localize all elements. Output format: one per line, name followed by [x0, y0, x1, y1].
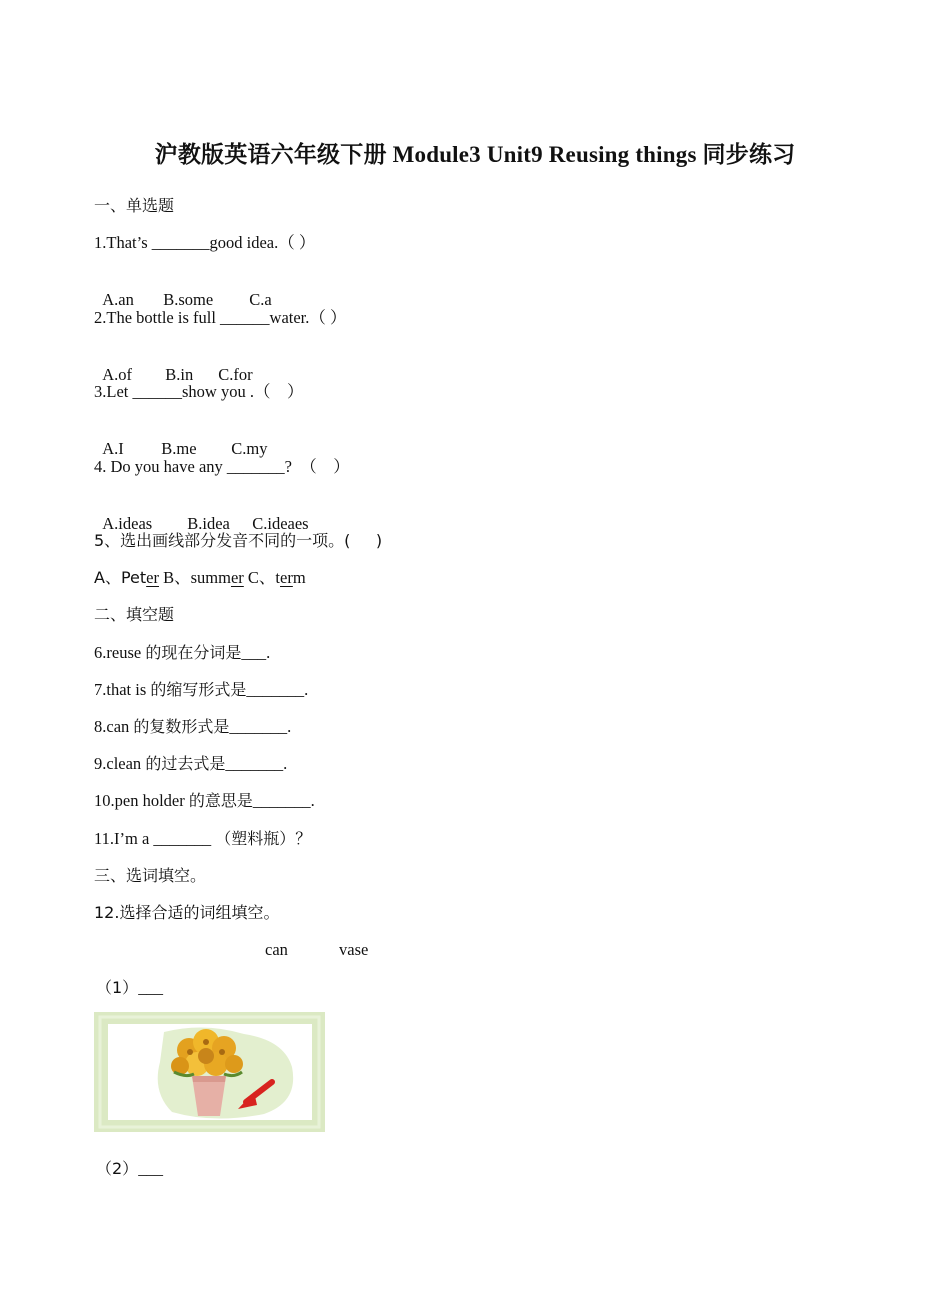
sub-question-2: [96, 1159, 163, 1179]
vase-illustration: [94, 1012, 325, 1132]
option-c: C.a: [249, 290, 272, 309]
sub-question-label: （2）: [96, 1159, 139, 1178]
option-b: B.in: [165, 365, 194, 384]
option-c: C.my: [231, 439, 268, 458]
option-a: A.ideas: [102, 514, 153, 533]
option-c: C.ideaes: [252, 514, 309, 533]
option-c: C.for: [218, 365, 253, 384]
page-title: 沪教版英语六年级下册 Module3 Unit9 Reusing things 同步练习: [154, 142, 796, 167]
option-b: B.me: [161, 439, 197, 458]
answer-blank: _______.: [229, 717, 292, 736]
question-4-options: [94, 494, 309, 534]
question-text: 11.I’m a _______: [94, 829, 216, 848]
question-text: 的过去式是: [145, 754, 226, 773]
option-b-prefix: B、summ: [158, 568, 231, 587]
question-text: 的缩写形式是: [150, 680, 247, 699]
option-c-prefix: C、t: [243, 568, 281, 587]
question-3-options: [94, 419, 267, 459]
question-number: 8.can: [94, 717, 134, 736]
word-bank-can: can: [265, 940, 288, 959]
option-c-underlined: er: [280, 568, 293, 587]
question-10: [94, 791, 315, 811]
question-9: [94, 754, 287, 774]
question-number: 6.reuse: [94, 643, 146, 662]
option-a: A.an: [102, 290, 134, 309]
option-b: B.idea: [187, 514, 230, 533]
question-text: 的现在分词是: [145, 643, 242, 662]
question-4: 4. Do you have any _______? （ ）: [94, 457, 350, 476]
question-number: 7.that is: [94, 680, 151, 699]
question-11: [94, 829, 311, 849]
question-number: 10.pen holder: [94, 791, 189, 810]
answer-blank: ___.: [241, 643, 271, 662]
sub-question-1: [96, 978, 163, 998]
question-1-options: [94, 270, 272, 310]
section-heading-word-choice: 三、选词填空。: [94, 866, 207, 885]
question-5: 5、选出画线部分发音不同的一项。( ): [94, 531, 383, 550]
question-5-options: [94, 568, 306, 588]
question-2: 2.The bottle is full ______water.（ ）: [94, 308, 347, 327]
question-text: 的复数形式是: [133, 717, 230, 736]
option-a: A.I: [102, 439, 124, 458]
option-a-underlined: er: [146, 568, 159, 587]
answer-blank: _______.: [225, 754, 288, 773]
answer-blank: ___: [138, 978, 163, 997]
question-1: 1.That’s _______good idea.（ ）: [94, 233, 316, 252]
word-bank-vase: vase: [339, 940, 369, 959]
option-a-prefix: A、Pet: [94, 568, 147, 587]
section-heading-single-choice: 一、单选题: [94, 196, 175, 215]
question-8: [94, 717, 291, 737]
question-3: 3.Let ______show you .（ ）: [94, 382, 304, 401]
option-b: B.some: [163, 290, 214, 309]
option-c-suffix: m: [292, 568, 306, 587]
question-hint: （塑料瓶）？: [215, 829, 312, 848]
option-a: A.of: [102, 365, 133, 384]
answer-blank: ___: [138, 1159, 163, 1178]
section-heading-fill-blank: 二、填空题: [94, 605, 175, 624]
answer-blank: _______.: [252, 791, 315, 810]
option-b-underlined: er: [230, 568, 244, 587]
question-12: 12.选择合适的词组填空。: [94, 903, 280, 922]
sub-question-label: （1）: [96, 978, 139, 997]
question-6: [94, 643, 270, 663]
question-text: 的意思是: [188, 791, 253, 810]
question-7: [94, 680, 308, 700]
question-2-options: [94, 345, 253, 385]
answer-blank: _______.: [246, 680, 309, 699]
question-number: 9.clean: [94, 754, 146, 773]
